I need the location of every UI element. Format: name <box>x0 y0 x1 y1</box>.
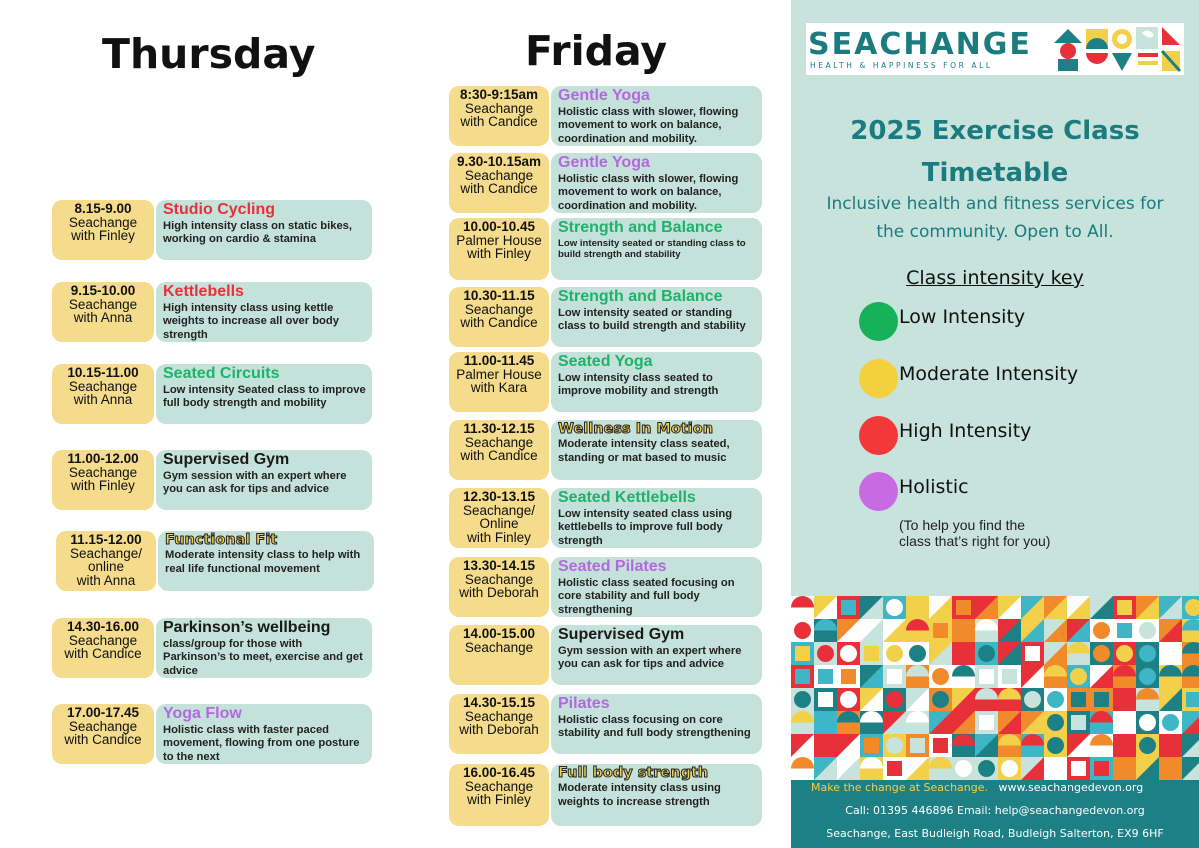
class-name: Functional Fit <box>165 532 278 548</box>
pattern-shape <box>1001 760 1018 777</box>
class-name: Gentle Yoga <box>558 87 650 104</box>
class-description: Gym session with an expert where you can ask for tips and advice <box>163 469 347 496</box>
class-description: Low intensity Seated class to improve full body strength and mobility <box>163 383 366 410</box>
class-location: Palmer House with Kara <box>456 366 542 395</box>
class-description: High intensity class using kettle weights to increase all over body strength <box>163 301 339 342</box>
class-time: 14.30-15.15 <box>462 695 536 710</box>
seachange-logo <box>806 23 1184 75</box>
logo-pattern-icon <box>1050 23 1184 75</box>
class-time: 9.30-10.15am <box>456 154 542 169</box>
class-time: 8:30-9:15am <box>459 87 539 102</box>
class-location: Seachange with Deborah <box>459 571 539 600</box>
pattern-shape <box>933 623 948 638</box>
class-time-box <box>52 364 154 424</box>
pattern-shape <box>910 738 925 753</box>
class-time-box <box>449 694 549 754</box>
class-name: Supervised Gym <box>558 626 685 643</box>
class-description: Low intensity seated or standing class to build strength and stability <box>558 237 746 261</box>
pattern-shape <box>909 645 926 662</box>
class-info-box <box>158 531 374 591</box>
class-time: 10.30-11.15 <box>463 288 535 303</box>
pattern-shape <box>1071 715 1086 730</box>
pattern-shape <box>840 645 857 662</box>
class-name: Seated Pilates <box>558 558 667 575</box>
key-label-holistic: Holistic <box>899 476 969 498</box>
class-info-box <box>156 618 372 678</box>
class-time-box <box>449 352 549 412</box>
pattern-shape <box>1071 761 1086 776</box>
subtitle-line-2: the community. Open to All. <box>876 222 1114 242</box>
timetable-title-line-2: Timetable <box>921 158 1069 188</box>
class-info-box <box>551 764 762 826</box>
pattern-shape <box>1025 646 1040 661</box>
class-location: Seachange with Candice <box>460 434 538 463</box>
footer-contact: Call: 01395 446896 Email: help@seachangedevon.org <box>845 804 1145 817</box>
pattern-shape <box>795 669 810 684</box>
logo-tagline: HEALTH & HAPPINESS FOR ALL <box>810 61 993 70</box>
class-location: Seachange with Candice <box>460 167 538 196</box>
pattern-shape <box>1139 668 1156 685</box>
pattern-shape <box>1047 691 1064 708</box>
pattern-shape <box>955 760 972 777</box>
pattern-shape <box>1071 692 1086 707</box>
pattern-shape <box>932 691 949 708</box>
pattern-shape <box>841 669 856 684</box>
footer-website-link[interactable]: www.seachangedevon.org <box>998 781 1144 794</box>
class-name: Kettlebells <box>163 283 244 300</box>
decorative-pattern-image <box>791 596 1199 780</box>
class-location: Seachange with Candice <box>64 632 142 661</box>
pattern-shape <box>1186 692 1199 707</box>
class-name: Seated Circuits <box>163 365 280 382</box>
class-time: 11.30-12.15 <box>463 421 535 436</box>
class-info-box <box>551 86 762 146</box>
class-time-box <box>52 450 154 510</box>
footer-tagline-row <box>811 781 1143 794</box>
class-info-box <box>551 488 762 548</box>
pattern-shape <box>1094 692 1109 707</box>
class-time: 9.15-10.00 <box>70 283 136 298</box>
class-description: Holistic class seated focusing on core stability and full body strengthening <box>558 576 735 617</box>
class-location: Seachange with Candice <box>460 301 538 330</box>
pattern-shape <box>817 714 834 731</box>
class-info-box <box>156 282 372 342</box>
purple-dot-icon <box>859 472 898 511</box>
pattern-shape <box>1002 669 1017 684</box>
class-description: Moderate intensity class to help with real life functional movement <box>165 549 361 575</box>
key-label-moderate: Moderate Intensity <box>899 363 1079 385</box>
class-name: Full body strength <box>558 765 709 781</box>
class-name: Wellness In Motion <box>558 421 714 437</box>
class-info-box <box>551 287 762 347</box>
class-time: 8.15-9.00 <box>74 201 132 216</box>
class-name: Studio Cycling <box>163 201 275 218</box>
class-name: Pilates <box>558 695 610 712</box>
class-description: Gym session with an expert where you can ask for tips and advice <box>558 644 742 671</box>
class-time: 11.00-12.00 <box>67 451 139 466</box>
pattern-shape <box>1070 668 1087 685</box>
pattern-shape <box>978 645 995 662</box>
footer-tagline: Make the change at Seachange. <box>811 781 989 794</box>
class-info-box <box>551 420 762 480</box>
pattern-shape <box>956 623 971 638</box>
class-name: Strength and Balance <box>558 288 723 305</box>
pattern-shape <box>955 645 972 662</box>
class-location: Seachange with Finley <box>68 464 138 493</box>
intensity-key-title: Class intensity key <box>906 267 1084 289</box>
yellow-dot-icon <box>859 359 898 398</box>
class-time-box <box>449 86 549 146</box>
pattern-shape <box>818 669 833 684</box>
class-time-box <box>449 420 549 480</box>
pattern-shape <box>818 692 833 707</box>
key-label-high: High Intensity <box>899 420 1032 442</box>
class-location: Seachange with Finley <box>68 214 138 243</box>
class-time-box <box>52 200 154 260</box>
class-info-box <box>551 352 762 412</box>
class-info-box <box>551 694 762 754</box>
class-location: Seachange with Candice <box>460 100 538 129</box>
key-note <box>899 517 1119 549</box>
class-name: Parkinson’s wellbeing <box>163 619 331 636</box>
thursday-heading: Thursday <box>102 30 316 78</box>
class-time: 10.00-10.45 <box>462 219 536 234</box>
class-time-box <box>56 531 156 591</box>
pattern-shape <box>956 600 971 615</box>
pattern-shape <box>1162 714 1179 731</box>
key-note-line-2: class that’s right for you) <box>899 533 1051 549</box>
class-location: Seachange/ online with Anna <box>69 545 143 588</box>
class-description: Holistic class focusing on core stability and full body strengthening <box>558 713 751 740</box>
pattern-shape <box>887 669 902 684</box>
pattern-shape <box>933 738 948 753</box>
pattern-shape <box>1139 714 1156 731</box>
class-info-box <box>551 153 762 213</box>
class-time-box <box>449 153 549 213</box>
pattern-shape <box>886 645 903 662</box>
class-description: Moderate intensity class seated, standing or mat based to music <box>558 438 730 464</box>
footer-address: Seachange, East Budleigh Road, Budleigh Salterton, EX9 6HF <box>826 827 1164 840</box>
class-location: Seachange with Deborah <box>459 708 539 737</box>
class-info-box <box>156 200 372 260</box>
pattern-shape <box>1117 761 1132 776</box>
subtitle-line-1: Inclusive health and fitness services for <box>826 194 1164 214</box>
class-name: Seated Yoga <box>558 353 653 370</box>
pattern-shape <box>794 622 811 639</box>
pattern-shape <box>1139 737 1156 754</box>
class-name: Seated Kettlebells <box>558 489 696 506</box>
class-time: 13.30-14.15 <box>462 558 536 573</box>
class-time-box <box>52 704 154 764</box>
class-location: Seachange/ Online with Finley <box>462 502 536 545</box>
pattern-shape <box>1024 691 1041 708</box>
pattern-shape <box>864 738 879 753</box>
class-location: Palmer House with Finley <box>456 232 542 261</box>
class-time: 14.00-15.00 <box>462 626 536 641</box>
class-info-box <box>551 557 762 617</box>
pattern-shape <box>1093 622 1110 639</box>
class-time-box <box>449 287 549 347</box>
pattern-shape <box>1139 645 1156 662</box>
class-info-box <box>551 218 762 280</box>
class-location: Seachange with Finley <box>464 778 534 807</box>
pattern-shape <box>864 646 879 661</box>
pattern-shape <box>979 669 994 684</box>
class-time-box <box>449 488 549 548</box>
class-description: Low intensity seated class using kettlebells to improve full body strength <box>558 507 733 548</box>
key-label-low: Low Intensity <box>899 306 1026 328</box>
pattern-shape <box>978 760 995 777</box>
pattern-shape <box>1047 714 1064 731</box>
class-location: Seachange with Candice <box>64 718 142 747</box>
class-description: Low intensity class seated to improve mobility and strength <box>558 371 719 398</box>
pattern-shape <box>886 691 903 708</box>
pattern-shape <box>817 645 834 662</box>
class-time-box <box>52 618 154 678</box>
pattern-shape <box>795 646 810 661</box>
pattern-shape <box>1093 645 1110 662</box>
class-time: 16.00-16.45 <box>462 765 536 780</box>
pattern-shape <box>1117 600 1132 615</box>
class-time-box <box>449 218 549 280</box>
timetable-subtitle <box>791 190 1199 246</box>
class-name: Supervised Gym <box>163 451 290 468</box>
class-time-box <box>52 282 154 342</box>
class-location: Seachange with Anna <box>68 378 138 407</box>
class-description: Holistic class with faster paced movement, flowing from one posture to the next <box>163 723 360 764</box>
key-note-line-1: (To help you find the <box>899 517 1026 533</box>
class-location: Seachange <box>464 639 534 655</box>
class-time: 14.30-16.00 <box>66 619 140 634</box>
pattern-shape <box>1116 691 1133 708</box>
pattern-shape <box>886 737 903 754</box>
pattern-shape <box>794 691 811 708</box>
class-info-box <box>156 704 372 764</box>
class-time: 12.30-13.15 <box>462 489 536 504</box>
friday-heading: Friday <box>525 27 668 75</box>
class-description: Low intensity seated or standing class to build strength and stability <box>558 306 746 333</box>
class-info-box <box>156 364 372 424</box>
pattern-shape <box>979 715 994 730</box>
pattern-shape <box>841 600 856 615</box>
logo-wordmark: SEACHANGE <box>808 27 1032 62</box>
class-time-box <box>449 557 549 617</box>
class-description: Holistic class with slower, flowing movement to work on balance, coordination and mobility. <box>558 172 739 213</box>
class-time-box <box>449 625 549 685</box>
class-description: class/group for those with Parkinson’s to meet, exercise and get advice <box>163 637 363 678</box>
contact-footer <box>791 780 1199 848</box>
class-location: Seachange with Anna <box>68 296 138 325</box>
info-panel <box>791 0 1199 848</box>
class-description: Holistic class with slower, flowing movement to work on balance, coordination and mobility. <box>558 105 739 146</box>
class-time: 10.15-11.00 <box>67 365 139 380</box>
class-name: Gentle Yoga <box>558 154 650 171</box>
pattern-shape <box>1139 622 1156 639</box>
pattern-shape <box>886 599 903 616</box>
class-info-box <box>551 625 762 685</box>
class-description: Moderate intensity class using weights to increase strength <box>558 782 721 808</box>
class-name: Yoga Flow <box>163 705 242 722</box>
pattern-shape <box>1116 645 1133 662</box>
pattern-shape <box>1047 737 1064 754</box>
red-dot-icon <box>859 416 898 455</box>
class-info-box <box>156 450 372 510</box>
pattern-shape <box>1094 761 1109 776</box>
green-dot-icon <box>859 302 898 341</box>
pattern-shape <box>932 668 949 685</box>
timetable-title <box>791 110 1199 194</box>
class-time: 11.00-11.45 <box>463 353 535 368</box>
class-description: High intensity class on static bikes, working on cardio & stamina <box>163 219 353 246</box>
class-time: 11.15-12.00 <box>70 532 142 547</box>
class-name: Strength and Balance <box>558 219 723 236</box>
pattern-shape <box>887 761 902 776</box>
pattern-shape <box>1116 714 1133 731</box>
timetable-title-line-1: 2025 Exercise Class <box>850 116 1140 146</box>
class-time: 17.00-17.45 <box>66 705 140 720</box>
pattern-shape <box>840 691 857 708</box>
pattern-shape <box>1117 623 1132 638</box>
class-time-box <box>449 764 549 826</box>
